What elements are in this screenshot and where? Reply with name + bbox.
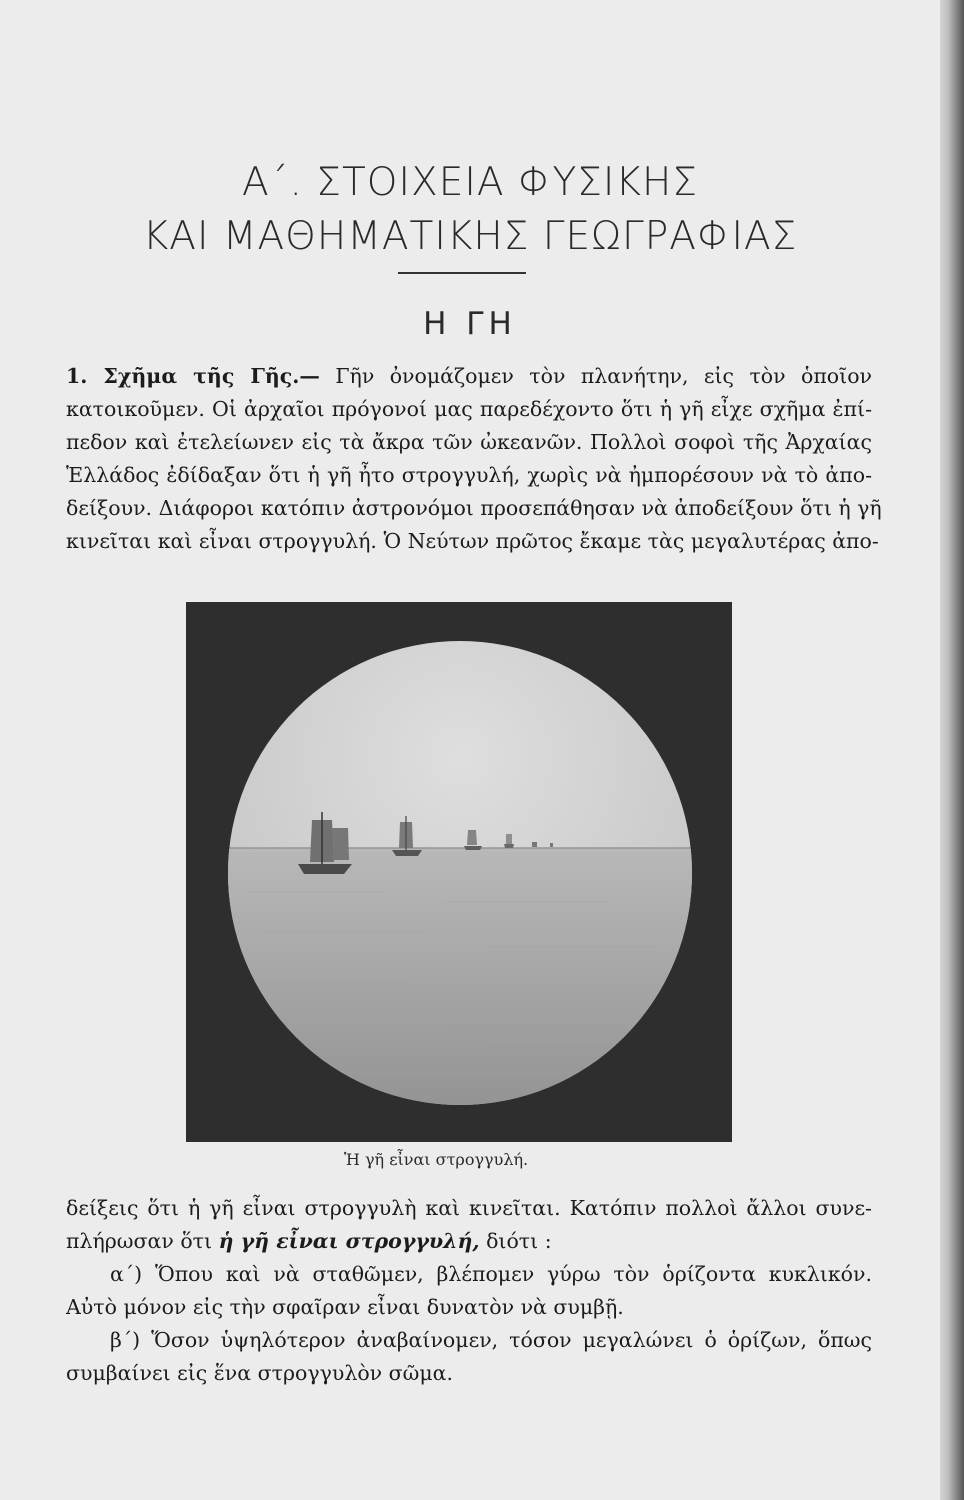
paragraph2-line bbox=[66, 1225, 872, 1257]
paragraph1-heading: 1. Σχῆμα τῆς Γῆς.— bbox=[66, 364, 320, 388]
paragraph1-line: κατοικοῦμεν. Οἱ ἀρχαῖοι πρόγονοί μας παρεδέχοντο ὅτι ἡ γῆ εἶχε σχῆμα ἐπί- bbox=[66, 397, 872, 421]
paragraph1-line: Ἑλλάδος ἐδίδαξαν ὅτι ἡ γῆ ἦτο στρογγυλή, χωρὶς νὰ ἠμπορέσουν νὰ τὸ ἀπο- bbox=[66, 463, 872, 487]
paragraph1-line: κινεῖται καὶ εἶναι στρογγυλή. Ὁ Νεύτων πρῶτος ἔκαμε τὰς μεγαλυτέρας ἀπο- bbox=[66, 529, 879, 553]
paragraph1-line: πεδον καὶ ἐτελείωνεν εἰς τὰ ἄκρα τῶν ὠκεανῶν. Πολλοὶ σοφοὶ τῆς Ἀρχαίας bbox=[66, 430, 872, 454]
paragraph1-line-text: Γῆν ὀνομάζομεν τὸν πλανήτην, εἰς τὸν ὁποῖον bbox=[335, 364, 872, 388]
paragraph2-line: δείξεις ὅτι ἡ γῆ εἶναι στρογγυλὴ καὶ κινεῖται. Κατόπιν πολλοὶ ἄλλοι συνε- bbox=[66, 1196, 872, 1220]
paragraph2-line2-start: πλήρωσαν ὅτι bbox=[66, 1229, 219, 1253]
title-divider bbox=[398, 272, 526, 274]
list-item-b: β΄) Ὅσον ὑψηλότερον ἀναβαίνομεν, τόσον μεγαλώνει ὁ ὁρίζων, ὅπως bbox=[110, 1328, 872, 1352]
illustration-ships-on-horizon bbox=[186, 602, 732, 1142]
list-item-a-continued: Αὐτὸ μόνον εἰς τὴν σφαῖραν εἶναι δυνατὸν νὰ συμβῇ. bbox=[66, 1295, 624, 1319]
paragraph1-line bbox=[66, 360, 872, 392]
chapter-title-line1: Α΄. ΣΤΟΙΧΕΙΑ ΦΥΣΙΚΗΣ bbox=[242, 160, 698, 205]
list-item-a: α΄) Ὅπου καὶ νὰ σταθῶμεν, βλέπομεν γύρω τὸν ὁρίζοντα κυκλικόν. bbox=[110, 1262, 872, 1286]
section-title: Η ΓΗ bbox=[423, 306, 517, 342]
paragraph1-line: δείξουν. Διάφοροι κατόπιν ἀστρονόμοι προσεπάθησαν νὰ ἀποδείξουν ὅτι ἡ γῆ bbox=[66, 496, 882, 520]
chapter-title-line2: ΚΑΙ ΜΑΘΗΜΑΤΙΚΗΣ ΓΕΩΓΡΑΦΙΑΣ bbox=[142, 214, 798, 259]
paragraph2-line2-end: διότι : bbox=[479, 1229, 552, 1253]
emphasis-text: ἡ γῆ εἶναι στρογγυλή, bbox=[218, 1229, 480, 1253]
figure-caption: Ἡ γῆ εἶναι στρογγυλή. bbox=[344, 1150, 529, 1169]
page-edge bbox=[940, 0, 964, 1500]
list-item-b-continued: συμβαίνει εἰς ἕνα στρογγυλὸν σῶμα. bbox=[66, 1361, 454, 1385]
